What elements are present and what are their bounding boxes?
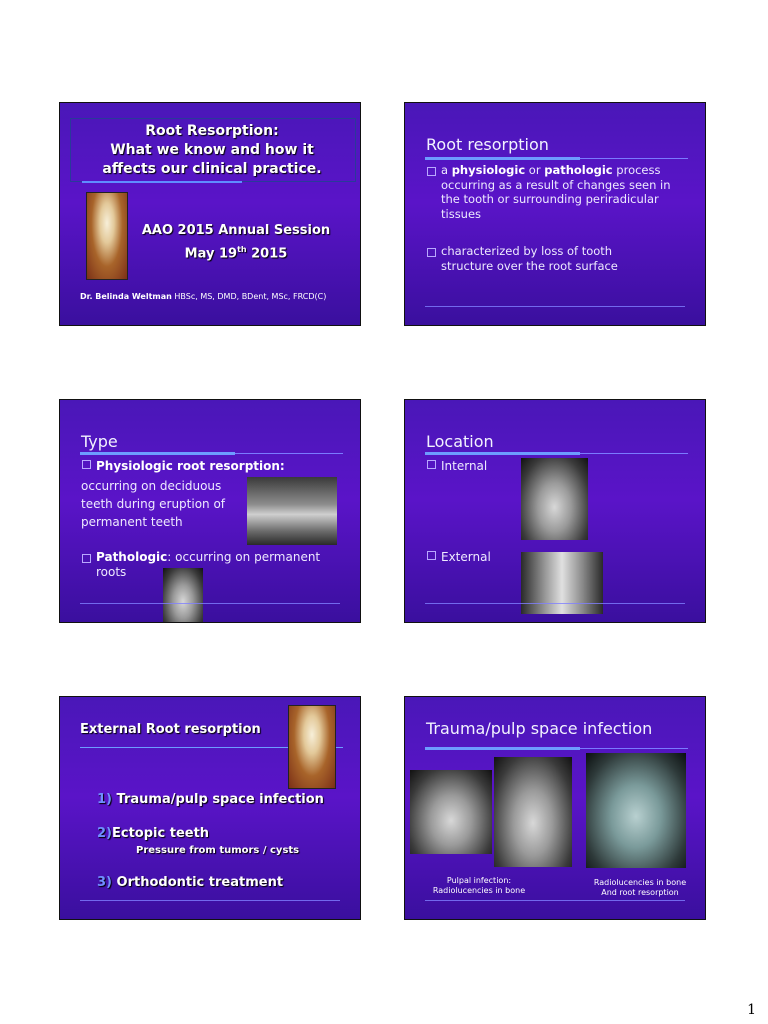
list-item-3: 3) Orthodontic treatment (97, 875, 284, 890)
slide-4 (404, 399, 706, 623)
caption-pulpal-infection: Pulpal infection: Radiolucencies in bone (432, 876, 526, 895)
slide-6 (404, 696, 706, 920)
title-rule (425, 452, 580, 455)
date-superscript: th (237, 245, 247, 254)
author-line (80, 292, 326, 301)
slide-2 (404, 102, 706, 326)
slide-1-title (70, 122, 354, 179)
bullet-box-icon (82, 460, 91, 469)
resorption-xray-right (586, 753, 686, 868)
session-date: May 19th 2015 (184, 245, 288, 262)
bullet-1: a physiologic or pathologic process occurring as a result of changes seen in the tooth or surrounding periradicular tissues (427, 163, 693, 221)
footer-rule (80, 900, 340, 901)
footer-rule (425, 900, 685, 901)
bullet-box-icon (427, 248, 436, 257)
list-item-2-sub: Pressure from tumors / cysts (136, 845, 300, 856)
title-rule (80, 452, 235, 455)
slide-2-title: Root resorption (426, 135, 549, 154)
slide-4-title: Location (426, 432, 494, 451)
author-name: Dr. Belinda Weltman (80, 292, 172, 301)
bullet-internal: Internal (427, 459, 487, 474)
title-rule-thin (580, 158, 688, 159)
title-rule (82, 181, 242, 183)
list-item-2: 2)Ectopic teeth (97, 826, 210, 841)
bullet-1-heading: Physiologic root resorption: (82, 459, 322, 474)
title-line-3: affects our clinical practice. (102, 161, 322, 177)
list-item-1: 1) Trauma/pulp space infection (97, 792, 324, 807)
page-number: 1 (747, 1002, 756, 1018)
slide-5-title: External Root resorption (80, 722, 261, 737)
bullet-box-icon (427, 551, 436, 560)
title-rule (425, 747, 580, 750)
tooth-photo (86, 192, 128, 280)
bullet-1-text: occurring on deciduous teeth during eruption of permanent teeth (81, 479, 226, 529)
title-rule-thin (580, 748, 688, 749)
author-credentials: HBSc, MS, DMD, BDent, MSc, FRCD(C) (171, 292, 327, 301)
bullet-box-icon (427, 460, 436, 469)
periapical-xray (163, 568, 203, 623)
slide-3 (59, 399, 361, 623)
slide-3-title: Type (81, 432, 118, 451)
slide-6-title: Trauma/pulp space infection (426, 719, 653, 738)
pulpal-infection-xray (410, 770, 492, 854)
title-line-1: Root Resorption: (145, 123, 279, 139)
bullet-box-icon (82, 554, 91, 563)
bullet-2: Pathologic: occurring on permanent roots (82, 550, 344, 580)
title-rule-thin (235, 453, 343, 454)
footer-rule (425, 306, 685, 307)
slide-1 (59, 102, 361, 326)
bullet-external: External (427, 550, 491, 565)
slide-5 (59, 696, 361, 920)
title-line-2: What we know and how it (110, 142, 314, 158)
panoramic-xray (247, 477, 337, 545)
title-rule-thin (580, 453, 688, 454)
session-name: AAO 2015 Annual Session (141, 223, 331, 238)
footer-rule (80, 603, 340, 604)
resorption-xray-center (494, 757, 572, 867)
internal-resorption-xray (521, 458, 588, 540)
external-resorption-xray (521, 552, 603, 614)
footer-rule (425, 603, 685, 604)
bullet-box-icon (427, 167, 436, 176)
bullet-2: characterized by loss of tooth structure over the root surface (427, 244, 667, 273)
caption-root-resorption: Radiolucencies in bone And root resorption (593, 878, 687, 897)
session-info (136, 221, 336, 263)
tooth-photo (288, 705, 336, 789)
title-rule (425, 157, 580, 160)
